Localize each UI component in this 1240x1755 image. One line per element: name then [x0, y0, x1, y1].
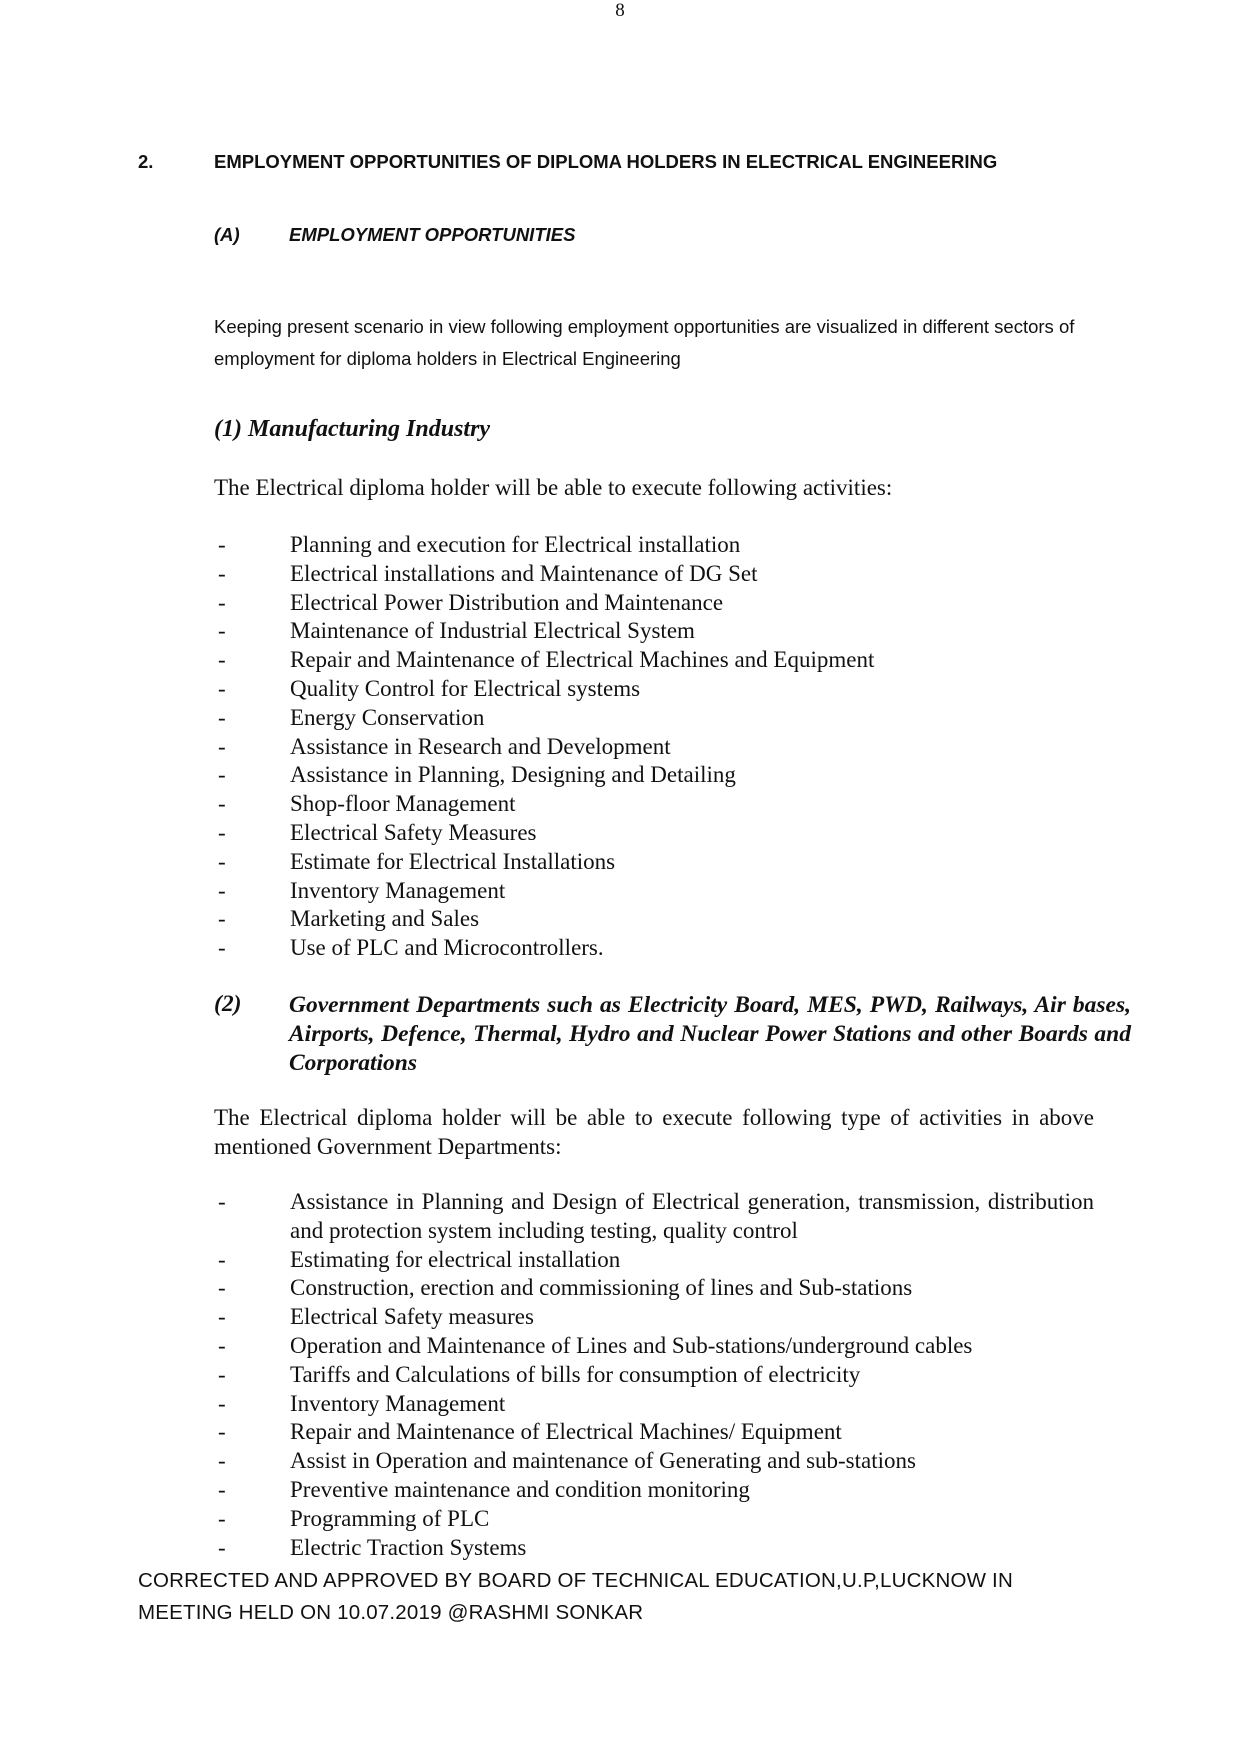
- list-item: [214, 1188, 1094, 1246]
- list-item: [214, 646, 1094, 675]
- list-item-text: Quality Control for Electrical systems: [290, 675, 641, 701]
- list-dash-marker: -: [218, 1304, 226, 1330]
- list-dash-marker: -: [218, 1332, 226, 1358]
- intro-paragraph: Keeping present scenario in view following employment opportunities are visualized in different sectors of employment for diploma holders in Electrical Engineering: [214, 316, 1075, 369]
- government-heading: Government Departments such as Electricity Board, MES, PWD, Railways, Air bases, Airports, Defence, Thermal, Hydro and Nuclear Power Stations and other Boards and Corporations: [289, 992, 1131, 1076]
- section-title: EMPLOYMENT OPPORTUNITIES OF DIPLOMA HOLDERS IN ELECTRICAL ENGINEERING: [214, 151, 998, 172]
- section-number: 2.: [138, 151, 154, 172]
- list-item-text: Repair and Maintenance of Electrical Machines/ Equipment: [290, 1419, 842, 1445]
- list-item: [214, 1361, 1094, 1390]
- list-item: [214, 1505, 1094, 1534]
- list-dash-marker: -: [218, 1419, 226, 1445]
- list-dash-marker: -: [218, 1390, 226, 1416]
- government-activity-list: [214, 1188, 1094, 1562]
- list-item-text: Maintenance of Industrial Electrical System: [290, 618, 695, 644]
- list-dash-marker: -: [218, 848, 226, 874]
- list-item: [214, 1332, 1094, 1361]
- list-dash-marker: -: [218, 1534, 226, 1560]
- list-item: [214, 819, 1094, 848]
- list-item-text: Assist in Operation and maintenance of Generating and sub-stations: [290, 1448, 916, 1474]
- page-number: 8: [615, 0, 625, 21]
- list-dash-marker: -: [218, 618, 226, 644]
- list-dash-marker: -: [218, 1476, 226, 1502]
- list-dash-marker: -: [218, 762, 226, 788]
- list-item: [214, 1303, 1094, 1332]
- list-item-text: Construction, erection and commissioning of lines and Sub-stations: [290, 1275, 913, 1301]
- list-dash-marker: -: [218, 1246, 226, 1272]
- list-item: [214, 560, 1094, 589]
- list-item-text: Repair and Maintenance of Electrical Machines and Equipment: [290, 647, 875, 673]
- manufacturing-lead: The Electrical diploma holder will be able to execute following activities:: [214, 475, 893, 500]
- list-dash-marker: -: [218, 1275, 226, 1301]
- list-item-text: Electric Traction Systems: [290, 1534, 527, 1560]
- list-dash-marker: -: [218, 819, 226, 845]
- list-item: [214, 733, 1094, 762]
- list-item: [214, 877, 1094, 906]
- list-item: [214, 905, 1094, 934]
- subsection-title: EMPLOYMENT OPPORTUNITIES: [289, 224, 576, 245]
- list-item-text: Operation and Maintenance of Lines and Sub-stations/underground cables: [290, 1332, 973, 1358]
- list-item: [214, 675, 1094, 704]
- manufacturing-activity-list: [214, 531, 1094, 963]
- list-item: [214, 531, 1094, 560]
- list-item-text: Preventive maintenance and condition monitoring: [290, 1476, 750, 1502]
- list-item-text: Inventory Management: [290, 877, 506, 903]
- list-dash-marker: -: [218, 733, 226, 759]
- list-item: [214, 934, 1094, 963]
- list-dash-marker: -: [218, 704, 226, 730]
- list-item-text: Assistance in Planning and Design of Electrical generation, transmission, distribution and protection system including testing, quality control: [290, 1189, 1094, 1243]
- list-item: [214, 1246, 1094, 1275]
- list-dash-marker: -: [218, 906, 226, 932]
- government-number: (2): [214, 991, 242, 1017]
- list-dash-marker: -: [218, 532, 226, 557]
- manufacturing-heading: (1) Manufacturing Industry: [214, 416, 491, 442]
- list-item-text: Estimating for electrical installation: [290, 1246, 621, 1272]
- list-item-text: Planning and execution for Electrical installation: [290, 532, 741, 557]
- list-item-text: Electrical installations and Maintenance of DG Set: [290, 560, 758, 586]
- list-item-text: Electrical Power Distribution and Maintenance: [290, 589, 724, 615]
- list-item-text: Electrical Safety measures: [290, 1304, 534, 1330]
- list-item: [214, 761, 1094, 790]
- list-item-text: Estimate for Electrical Installations: [290, 848, 616, 874]
- list-item-text: Tariffs and Calculations of bills for consumption of electricity: [290, 1361, 861, 1387]
- list-dash-marker: -: [218, 647, 226, 673]
- list-item-text: Inventory Management: [290, 1390, 506, 1416]
- list-dash-marker: -: [218, 1448, 226, 1474]
- list-item-text: Use of PLC and Microcontrollers.: [290, 935, 604, 961]
- list-dash-marker: -: [218, 791, 226, 817]
- list-dash-marker: -: [218, 1505, 226, 1531]
- list-item-text: Shop-floor Management: [290, 791, 516, 817]
- government-lead: The Electrical diploma holder will be able to execute following type of activities in above mentioned Government Departments:: [214, 1105, 1094, 1159]
- list-item-text: Electrical Safety Measures: [290, 819, 537, 845]
- list-item-text: Assistance in Planning, Designing and Detailing: [290, 762, 736, 788]
- list-dash-marker: -: [218, 877, 226, 903]
- subsection-label: (A): [214, 224, 240, 245]
- list-item: [214, 1534, 1094, 1563]
- list-item: [214, 790, 1094, 819]
- list-item: [214, 1390, 1094, 1419]
- list-item-text: Marketing and Sales: [290, 906, 480, 932]
- list-dash-marker: -: [218, 675, 226, 701]
- list-dash-marker: -: [218, 589, 226, 615]
- list-dash-marker: -: [218, 1189, 226, 1214]
- list-item: [214, 1274, 1094, 1303]
- list-item: [214, 848, 1094, 877]
- list-dash-marker: -: [218, 935, 226, 961]
- list-dash-marker: -: [218, 1361, 226, 1387]
- list-item: [214, 1447, 1094, 1476]
- list-dash-marker: -: [218, 560, 226, 586]
- list-item-text: Energy Conservation: [290, 704, 485, 730]
- list-item: [214, 704, 1094, 733]
- list-item: [214, 617, 1094, 646]
- footer-approval-line-2: MEETING HELD ON 10.07.2019 @RASHMI SONKAR: [138, 1601, 644, 1624]
- list-item: [214, 1476, 1094, 1505]
- list-item-text: Assistance in Research and Development: [290, 733, 671, 759]
- list-item: [214, 589, 1094, 618]
- footer-approval-line-1: CORRECTED AND APPROVED BY BOARD OF TECHNICAL EDUCATION,U.P,LUCKNOW IN: [138, 1569, 1013, 1592]
- list-item-text: Programming of PLC: [290, 1505, 490, 1531]
- list-item: [214, 1418, 1094, 1447]
